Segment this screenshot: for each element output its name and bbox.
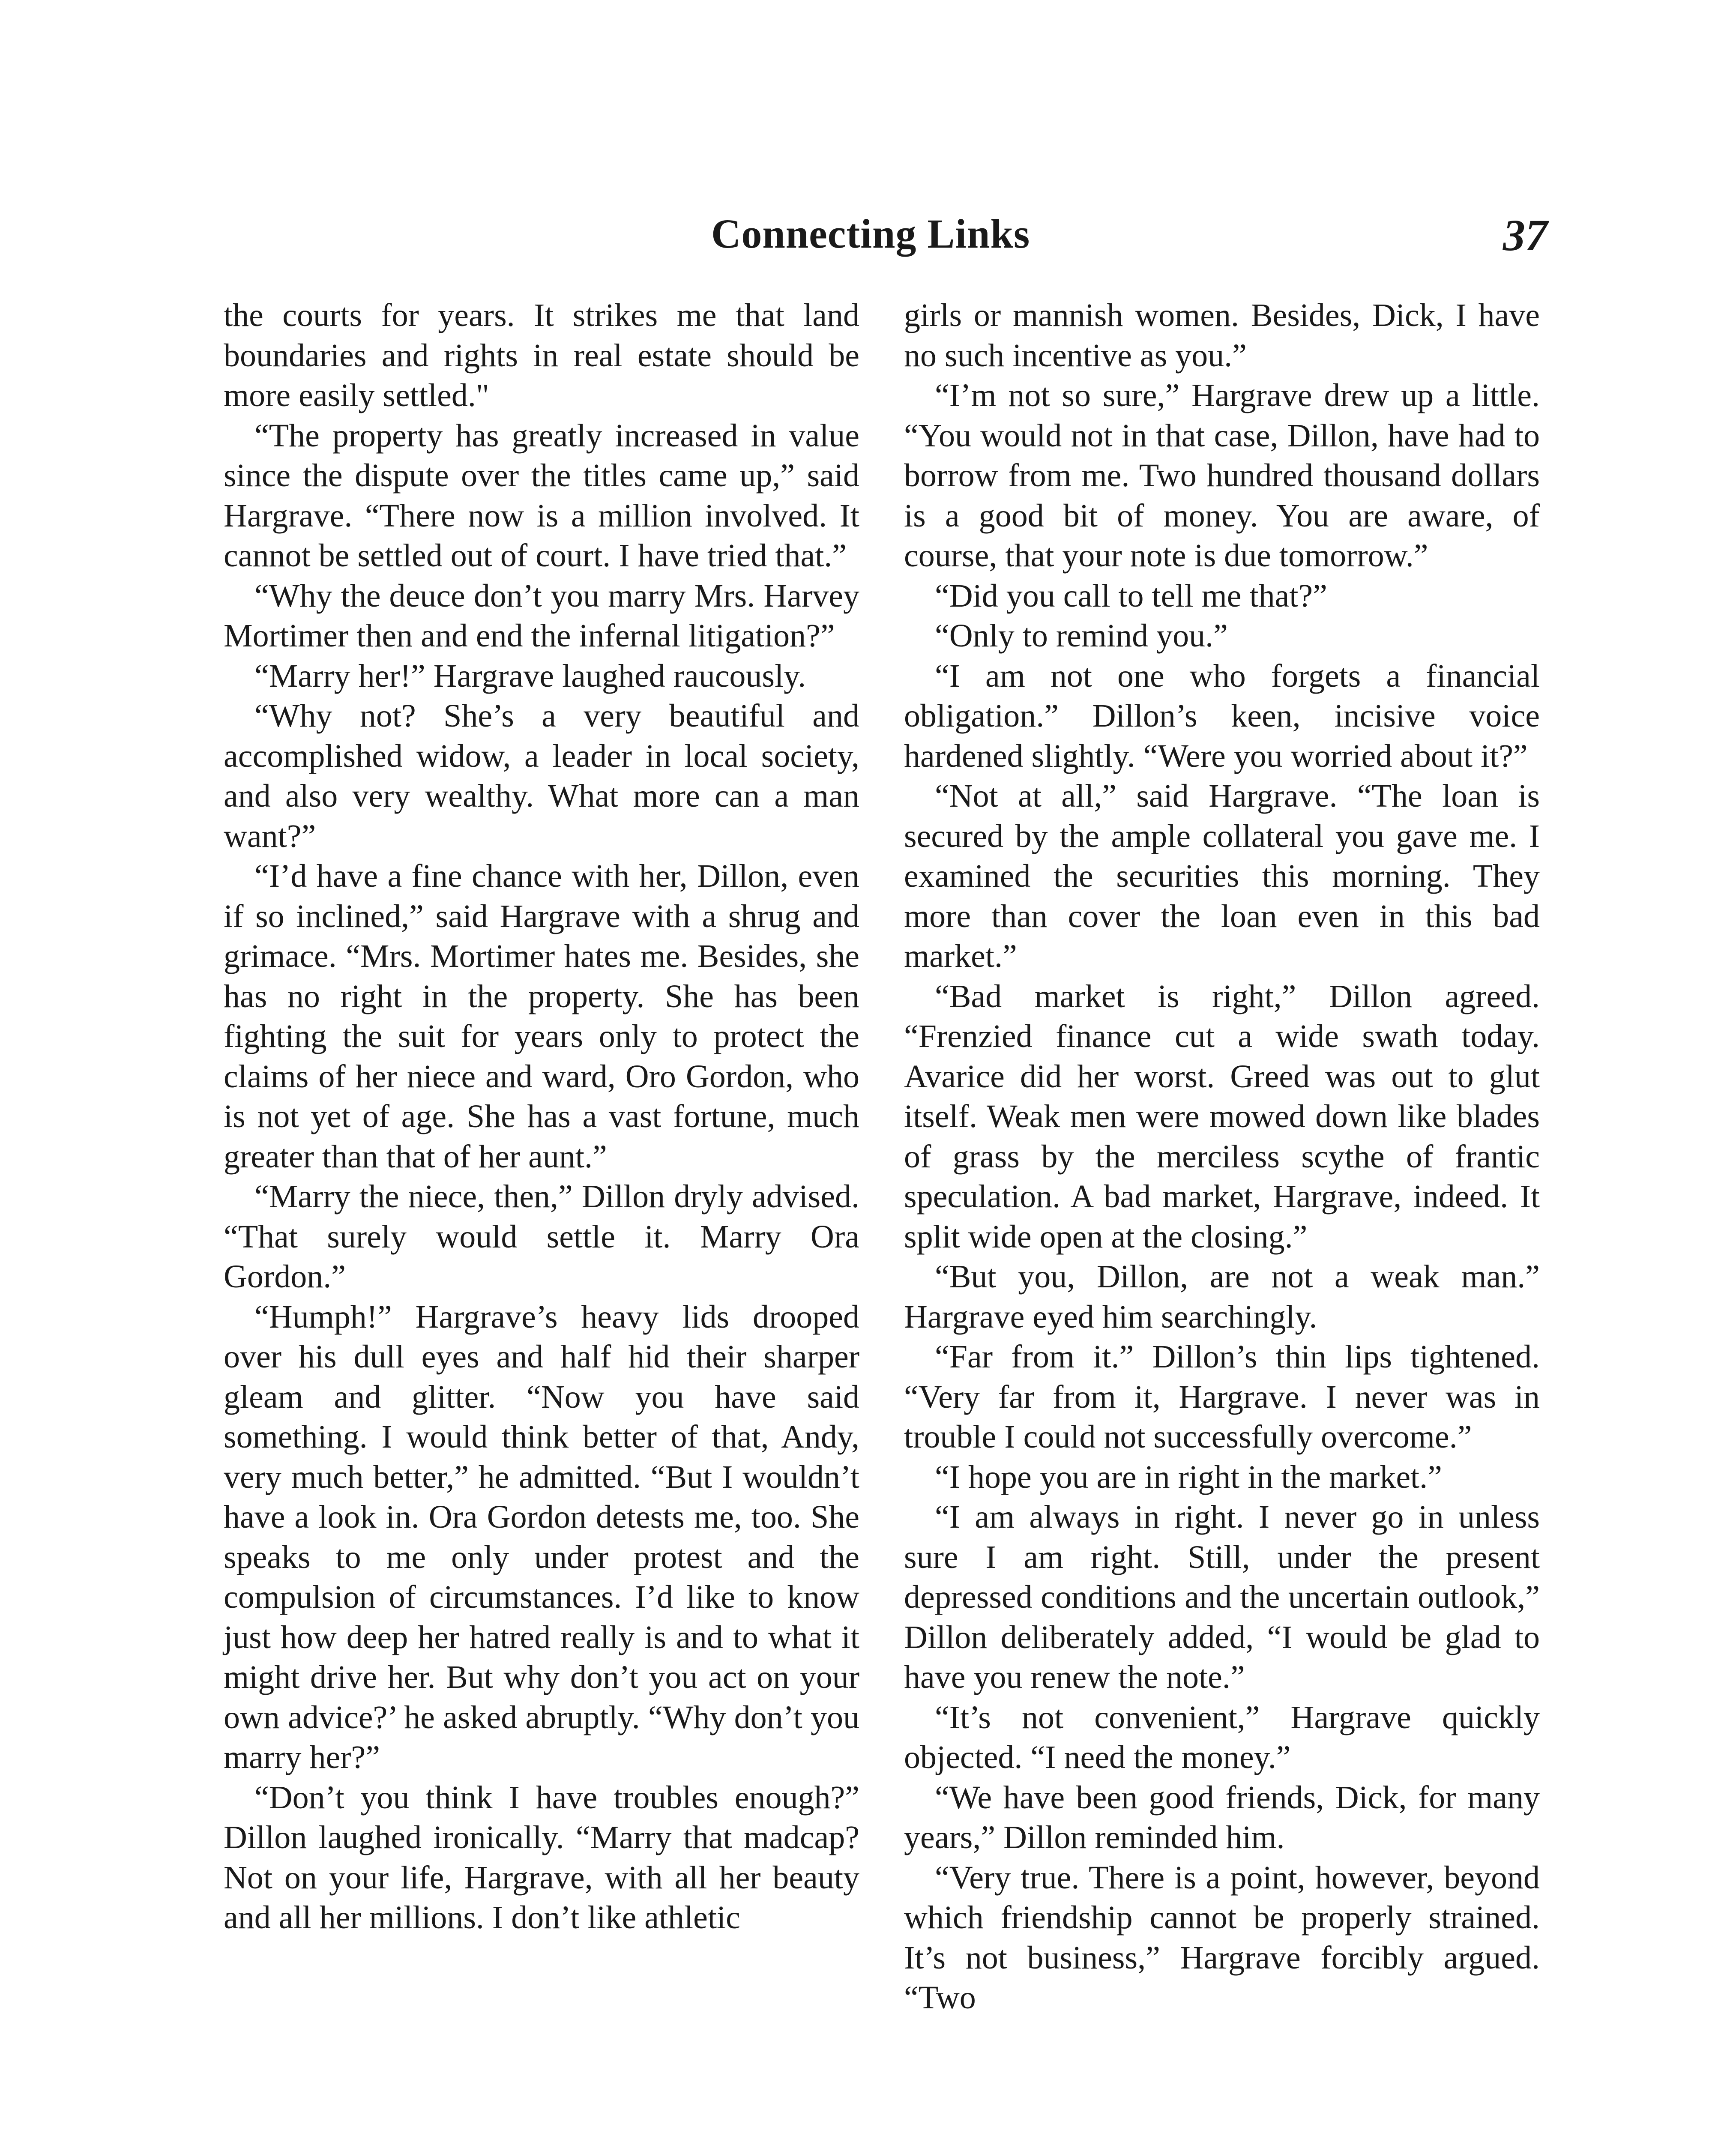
paragraph: the courts for years. It strikes me that land boundaries and rights in real estate should be more easily settled.": [224, 297, 859, 413]
right-text-column: [904, 296, 1540, 2018]
paragraph: “Far from it.” Dillon’s thin lips tightened. “Very far from it, Hargrave. I never was in trouble I could not successfully overcome.”: [904, 1339, 1540, 1455]
paragraph: “Why not? She’s a very beautiful and accomplished widow, a leader in local society, and also very wealthy. What more can a man want?”: [224, 698, 859, 854]
running-title: Connecting Links: [711, 211, 1030, 257]
paragraph: “It’s not convenient,” Hargrave quickly objected. “I need the money.”: [904, 1699, 1540, 1775]
paragraph: “I’d have a fine chance with her, Dillon, even if so inclined,” said Hargrave with a shrug and grimace. “Mrs. Mortimer hates me. Besides, she has no right in the property. She has been fighting the suit for years only to protect the claims of her niece and ward, Oro Gordon, who is not yet of age. She has a vast fortune, much greater than that of her aunt.”: [224, 858, 859, 1175]
paragraph: “Very true. There is a point, however, beyond which friendship cannot be properly strained. It’s not business,” Hargrave forcibly argued. “Two: [904, 1859, 1540, 2016]
paragraph: “I am always in right. I never go in unless sure I am right. Still, under the present depressed conditions and the uncertain outlook,” Dillon deliberately added, “I would be glad to have you renew the note.”: [904, 1499, 1540, 1695]
paragraph: “I am not one who forgets a financial obligation.” Dillon’s keen, incisive voice hardened slightly. “Were you worried about it?”: [904, 658, 1540, 774]
paragraph: “Bad market is right,” Dillon agreed. “Frenzied finance cut a wide swath today. Avarice did her worst. Greed was out to glut itself. Weak men were mowed down like blades of grass by the merciless scythe of frantic speculation. A bad market, Hargrave, indeed. It split wide open at the closing.”: [904, 978, 1540, 1255]
paragraph: “Don’t you think I have troubles enough?” Dillon laughed ironically. “Marry that madcap? Not on your life, Hargrave, with all her beauty and all her millions. I don’t like athletic: [224, 1779, 859, 1936]
paragraph: “But you, Dillon, are not a weak man.” Hargrave eyed him searchingly.: [904, 1259, 1540, 1335]
paragraph: “Marry the niece, then,” Dillon dryly advised. “That surely would settle it. Marry Ora Gordon.”: [224, 1179, 859, 1295]
left-text-column: [224, 296, 859, 1938]
paragraph: “Only to remind you.”: [935, 618, 1228, 654]
paragraph: girls or mannish women. Besides, Dick, I have no such incentive as you.”: [904, 297, 1540, 374]
paragraph: “Marry her!” Hargrave laughed raucously.: [254, 658, 806, 694]
paragraph: “The property has greatly increased in value since the dispute over the titles came up,” said Hargrave. “There now is a million involved. It cannot be settled out of court. I have tried that.”: [224, 417, 859, 574]
paragraph: “I’m not so sure,” Hargrave drew up a little. “You would not in that case, Dillon, have had to borrow from me. Two hundred thousand dollars is a good bit of money. You are aware, of course, that your note is due tomorrow.”: [904, 377, 1540, 574]
page-number: 37: [1503, 211, 1547, 260]
paragraph: “Did you call to tell me that?”: [935, 577, 1327, 614]
paragraph: “I hope you are in right in the market.”: [935, 1459, 1442, 1495]
paragraph: “Humph!” Hargrave’s heavy lids drooped over his dull eyes and half hid their sharper gleam and glitter. “Now you have said something. I would think better of that, Andy, very much better,” he admitted. “But I wouldn’t have a look in. Ora Gordon detests me, too. She speaks to me only under protest and the compulsion of circumstances. I’d like to know just how deep her hatred really is and to what it might drive her. But why don’t you act on your own advice?’ he asked abruptly. “Why don’t you marry her?”: [224, 1298, 859, 1775]
paragraph: “Why the deuce don’t you marry Mrs. Harvey Mortimer then and end the infernal litigation?”: [224, 577, 859, 654]
paragraph: “We have been good friends, Dick, for many years,” Dillon reminded him.: [904, 1779, 1540, 1855]
paragraph: “Not at all,” said Hargrave. “The loan is secured by the ample collateral you gave me. I examined the securities this morning. They more than cover the loan even in this bad market.”: [904, 778, 1540, 974]
